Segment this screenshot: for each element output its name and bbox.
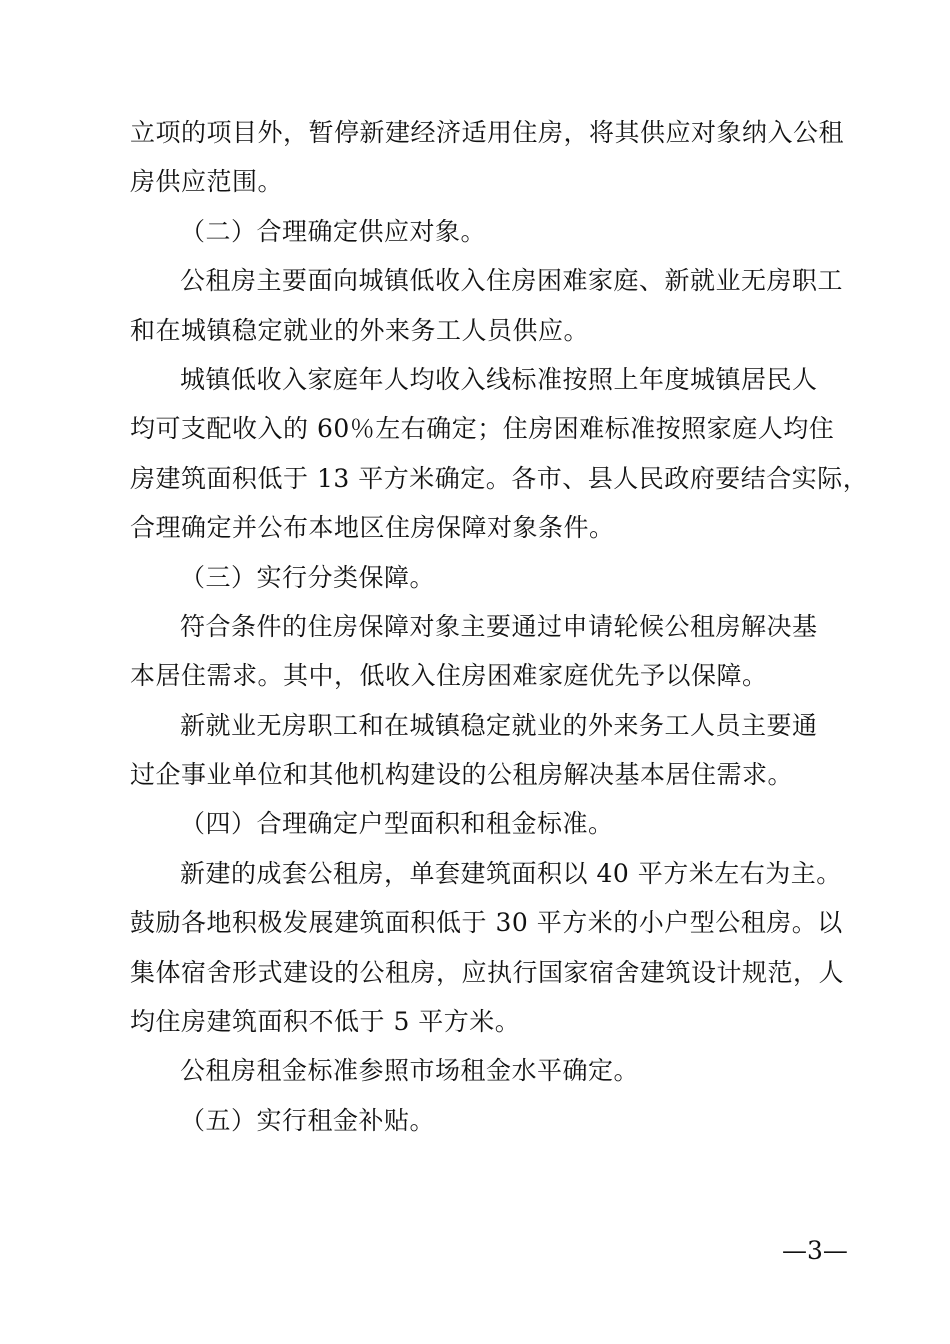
text-line: 城镇低收入家庭年人均收入线标准按照上年度城镇居民人	[180, 364, 818, 394]
text-line: 均住房建筑面积不低于 5 平方米。	[130, 1007, 521, 1037]
text-line: 房建筑面积低于 13 平方米确定。各市、县人民政府要结合实际，	[130, 463, 869, 493]
text-line: 和在城镇稳定就业的外来务工人员供应。	[130, 315, 590, 345]
text-line: 鼓励各地积极发展建筑面积低于 30 平方米的小户型公租房。以	[130, 908, 843, 938]
text-line: 新建的成套公租房，单套建筑面积以 40 平方米左右为主。	[180, 858, 842, 888]
section-heading: （三）实行分类保障。	[180, 562, 436, 592]
text-line: 符合条件的住房保障对象主要通过申请轮候公租房解决基	[180, 611, 818, 641]
text-line: 公租房租金标准参照市场租金水平确定。	[180, 1056, 640, 1086]
text-line: 新就业无房职工和在城镇稳定就业的外来务工人员主要通	[180, 710, 818, 740]
text-line: 集体宿舍形式建设的公租房，应执行国家宿舍建筑设计规范，人	[130, 957, 845, 987]
section-heading: （四）合理确定户型面积和租金标准。	[180, 809, 614, 839]
text-line: 过企事业单位和其他机构建设的公租房解决基本居住需求。	[130, 760, 794, 790]
section-heading: （五）实行租金补贴。	[180, 1105, 436, 1135]
section-heading: （二）合理确定供应对象。	[180, 216, 487, 246]
text-line: 房供应范围。	[130, 167, 284, 197]
text-line: 合理确定并公布本地区住房保障对象条件。	[130, 513, 615, 543]
text-line: 均可支配收入的 60％左右确定；住房困难标准按照家庭人均住	[130, 414, 835, 444]
document-body	[130, 108, 869, 1145]
text-line: 本居住需求。其中，低收入住房困难家庭优先予以保障。	[130, 661, 768, 691]
page-number: —3—	[782, 1236, 848, 1265]
text-line: 立项的项目外，暂停新建经济适用住房，将其供应对象纳入公租	[130, 118, 845, 147]
text-line: 公租房主要面向城镇低收入住房困难家庭、新就业无房职工	[180, 266, 844, 296]
